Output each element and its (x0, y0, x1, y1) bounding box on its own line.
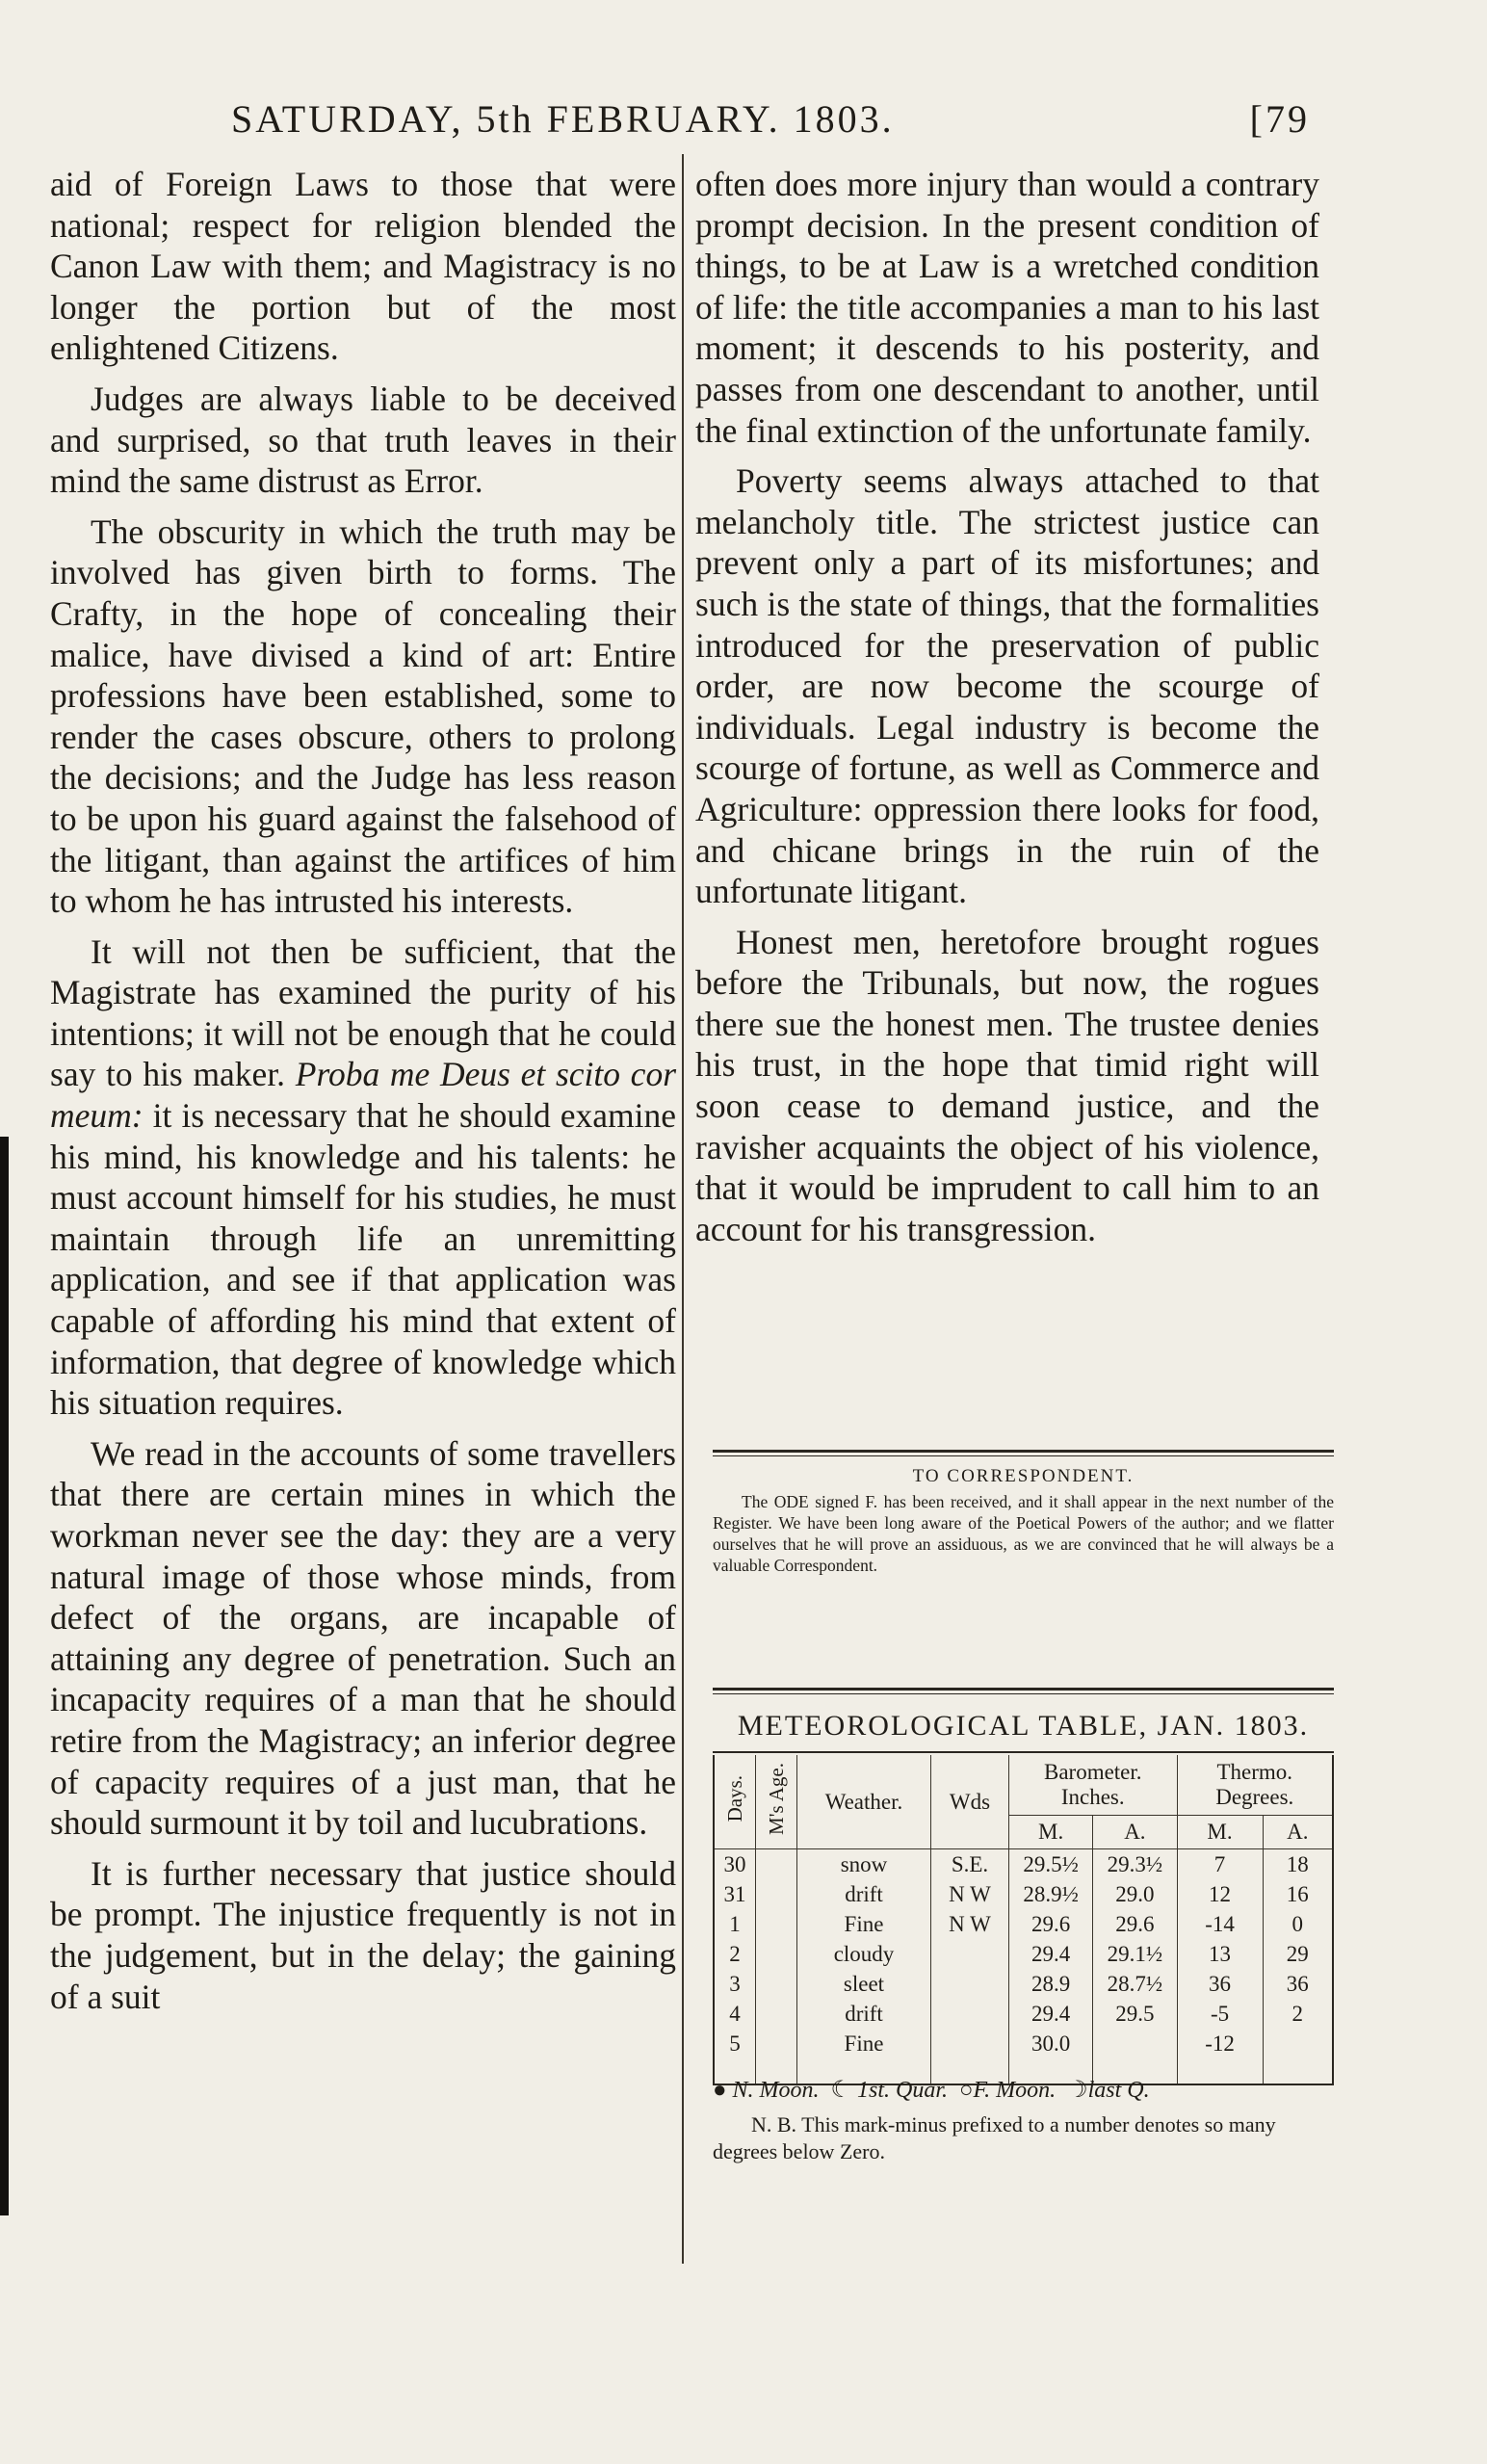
minus-sign-note: N. B. This mark-minus prefixed to a number denotes so many degrees below Zero. (713, 2112, 1276, 2163)
table-row: 4 drift 29.4 29.5 -5 2 (714, 1999, 1333, 2029)
section-rule-middle-thin (713, 1693, 1334, 1694)
col-header-moon-age: M's Age. (756, 1755, 797, 1849)
left-paragraph-6: We read in the accounts of some travellers that there are certain mines in which the workman never see the day: they are a very natural image of those whose minds, from defect of the organs, are incapable of attaining any degree of penetration. Such an incapacity requires of a man that he should retire from the Magistracy; an inferior degree of capacity requires of a just man, that he should surmount it by toil and lucubrations. (50, 1433, 676, 1843)
met-table-top-rule (713, 1751, 1334, 1753)
correspondent-notice (713, 1466, 1334, 1576)
col-header-thermometer: Thermo. Degrees. (1177, 1755, 1333, 1816)
legend-full-moon: F. Moon. (973, 2078, 1057, 2103)
table-row: 5 Fine 30.0 -12 (714, 2029, 1333, 2058)
header-title: SATURDAY, 5th FEBRUARY. 1803. (231, 97, 895, 141)
col-header-thermo-a: A. (1263, 1816, 1333, 1849)
correspondent-heading: TO CORRESPONDENT. (912, 1466, 1135, 1486)
section-rule-top-thin (713, 1455, 1334, 1456)
left-paragraph-7: It is further necessary that justice should be prompt. The injustice frequently is not in the judgement, but in the delay; the gaining of a suit (50, 1853, 676, 2016)
last-quarter-icon: ☽ (1067, 2078, 1088, 2103)
right-column (695, 164, 1319, 1259)
right-paragraph-2: Poverty seems always attached to that melancholy title. The strictest justice can prevent only a part of its misfortunes; and such is the state of things, that the formalities introduced for the preservation of public order, are now become the scourge of individuals. Legal industry is become the scourge of fortune, as well as Commerce and Agriculture: oppression there looks for food, and chicane brings in the ruin of the unfortunate litigant. (695, 461, 1319, 911)
col-header-baro-m: M. (1009, 1816, 1093, 1849)
table-row: 31 drift N W 28.9½ 29.0 12 16 (714, 1879, 1333, 1909)
binding-margin-mark (0, 1137, 9, 2215)
legend-last-quarter: last Q. (1087, 2078, 1150, 2103)
left-paragraph-3: The obscurity in which the truth may be involved has given birth to forms. The Crafty, in the hope of concealing their malice, have divised a kind of art: Entire professions have been established, some to render the cases obscure, others to prolong the decisions; and the Judge has less reason to be upon his guard against the falsehood of the litigant, than against the artifices of him to whom he has intrusted his interests. (50, 511, 676, 921)
page-header (231, 96, 1310, 154)
col-header-baro-a: A. (1093, 1816, 1177, 1849)
col-header-thermo-m: M. (1177, 1816, 1263, 1849)
table-row: 1 Fine N W 29.6 29.6 -14 0 (714, 1909, 1333, 1939)
left-paragraph-4-text: It will not then be sufficient, that the Magistrate has examined the purity of his intentions; it will not be enough that he could say to his maker. (50, 931, 676, 1094)
left-column (50, 164, 676, 2027)
meteorological-table (713, 1755, 1334, 2085)
left-paragraph-5-text: it is necessary that he should examine his mind, his knowledge and his talents: he must account himself for his studies, he must maintain through life an unremitting application, and see if that application was capable of affording his mind that extent of information, that degree of knowledge which his situation requires. (50, 1096, 677, 1423)
met-table-title: METEOROLOGICAL TABLE, JAN. 1803. (737, 1710, 1310, 1742)
correspondent-text: The ODE signed F. has been received, and it shall appear in the next number of the Register. We have been long aware of the Poetical Powers of the author; and we flatter ourselves that he will prove an assiduous, as we are convinced that he will always be a valuable Correspondent. (713, 1492, 1334, 1575)
new-moon-icon: ● (713, 2078, 727, 2103)
table-row: 2 cloudy 29.4 29.1½ 13 29 (714, 1939, 1333, 1969)
right-paragraph-1: often does more injury than would a contrary prompt decision. In the present condition of things, to be at Law is a wretched condition of life: the title accompanies a man to his last moment; it descends to his posterity, and passes from one descendant to another, until the final extinction of the unfortunate family. (695, 165, 1319, 450)
table-row: 3 sleet 28.9 28.7½ 36 36 (714, 1969, 1333, 1999)
section-rule-top (713, 1450, 1334, 1453)
legend-new-moon: N. Moon. (732, 2078, 820, 2103)
left-paragraph-1: aid of Foreign Laws to those that were national; respect for religion blended the Canon Law with them; and Magistracy is no longer the portion but of the most enlightened Citizens. (50, 165, 676, 368)
table-row: 30 snow S.E. 29.5½ 29.3½ 7 18 (714, 1849, 1333, 1880)
latin-quote: Proba me Deus et scito cor meum: (50, 1055, 677, 1136)
left-paragraph-4 (50, 931, 676, 1424)
column-divider (682, 154, 684, 2264)
full-moon-icon: ○ (959, 2078, 974, 2103)
legend-first-quarter: 1st. Quar. (857, 2078, 949, 2103)
left-paragraph-2: Judges are always liable to be deceived and surprised, so that truth leaves in their mind the same distrust as Error. (50, 379, 676, 501)
right-paragraph-3: Honest men, heretofore brought rogues before the Tribunals, but now, the rogues there sue the honest men. The trustee denies his trust, in the hope that timid right will soon cease to demand justice, and the ravisher acquaints the object of his violence, that it would be imprudent to call him to an account for his transgression. (695, 922, 1319, 1248)
section-rule-middle (713, 1688, 1334, 1691)
col-header-winds: Wds (931, 1755, 1009, 1849)
col-header-weather: Weather. (797, 1755, 931, 1849)
col-header-days: Days. (714, 1755, 756, 1849)
first-quarter-icon: ☾ (830, 2078, 852, 2103)
moon-phase-legend (713, 2076, 1334, 2104)
page-number: [79 (1249, 97, 1310, 141)
col-header-barometer: Barometer. Inches. (1009, 1755, 1178, 1816)
